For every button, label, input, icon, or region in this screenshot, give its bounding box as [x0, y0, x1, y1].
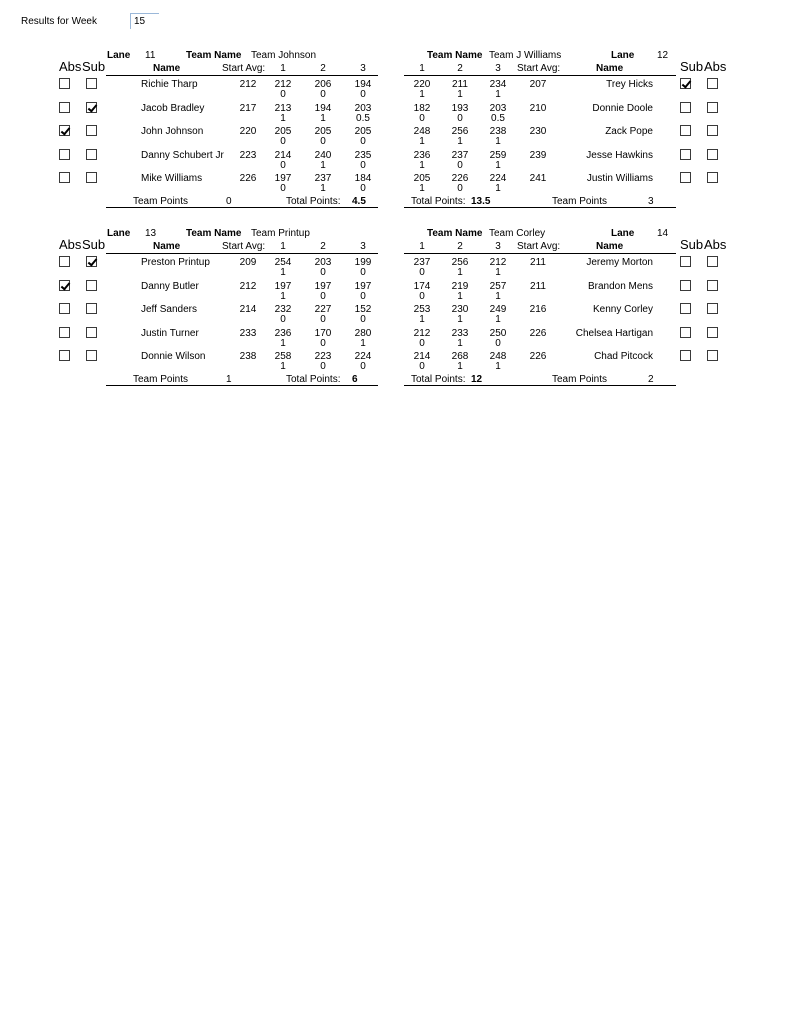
game-score: 230: [451, 304, 469, 315]
game-score: 256: [451, 126, 469, 137]
game-score: 214: [413, 351, 431, 362]
game-score: 182: [413, 103, 431, 114]
game-point: 1: [495, 314, 501, 325]
absent-checkbox[interactable]: [59, 327, 70, 338]
sub-header: Sub: [82, 59, 106, 74]
game-score: 214: [274, 150, 292, 161]
game-point: 1: [320, 113, 326, 124]
game-3-header: 3: [495, 241, 501, 252]
game-score: 224: [489, 173, 507, 184]
player-name: Jeremy Morton: [586, 257, 653, 268]
name-header: Name: [596, 63, 624, 74]
absent-checkbox[interactable]: [707, 350, 718, 361]
player-name: Donnie Wilson: [141, 351, 206, 362]
start-avg-header: Start Avg:: [222, 241, 266, 252]
team-points-value: 0: [226, 196, 232, 207]
lane-label: Lane: [611, 50, 635, 61]
absent-checkbox[interactable]: [707, 256, 718, 267]
game-score: 238: [489, 126, 507, 137]
sub-checkbox[interactable]: [86, 78, 97, 89]
player-start-avg: 207: [529, 79, 547, 90]
game-score: 227: [314, 304, 332, 315]
team-points-label: Team Points: [552, 196, 608, 207]
player-start-avg: 212: [239, 79, 257, 90]
player-name: Jesse Hawkins: [586, 150, 653, 161]
sub-checkbox[interactable]: [680, 125, 691, 136]
player-name: Justin Williams: [586, 173, 653, 184]
game-score: 223: [314, 351, 332, 362]
game-score: 205: [314, 126, 332, 137]
game-point: 0: [419, 338, 425, 349]
game-point: 1: [457, 338, 463, 349]
sub-checkbox[interactable]: [86, 125, 97, 136]
player-name: Zack Pope: [605, 126, 653, 137]
game-point: 0.5: [356, 113, 370, 124]
absent-checkbox[interactable]: [707, 303, 718, 314]
player-start-avg: 211: [530, 281, 546, 292]
lane-label: Lane: [107, 50, 131, 61]
game-point: 1: [495, 183, 501, 194]
game-point: 0: [280, 160, 286, 171]
team-points-label: Team Points: [133, 374, 189, 385]
sub-checkbox[interactable]: [680, 78, 691, 89]
game-1-header: 1: [419, 63, 425, 74]
game-3-header: 3: [360, 63, 366, 74]
game-score: 236: [274, 328, 292, 339]
absent-checkbox[interactable]: [59, 149, 70, 160]
game-3-header: 3: [495, 63, 501, 74]
player-start-avg: 216: [529, 304, 547, 315]
game-score: 253: [413, 304, 431, 315]
game-score: 212: [413, 328, 431, 339]
game-score: 234: [489, 79, 507, 90]
game-score: 194: [354, 79, 372, 90]
game-score: 237: [314, 173, 332, 184]
player-start-avg: 226: [529, 351, 547, 362]
player-name: Justin Turner: [141, 328, 199, 339]
game-score: 220: [413, 79, 431, 90]
absent-checkbox[interactable]: [707, 327, 718, 338]
absent-checkbox[interactable]: [707, 125, 718, 136]
footer-rule: [404, 385, 676, 386]
player-start-avg: 239: [529, 150, 547, 161]
game-score: 256: [451, 257, 469, 268]
game-score: 212: [489, 257, 507, 268]
absent-checkbox[interactable]: [59, 280, 70, 291]
game-score: 205: [274, 126, 292, 137]
sub-header: Sub: [82, 237, 106, 252]
sub-checkbox[interactable]: [680, 102, 691, 113]
game-score: 197: [314, 281, 332, 292]
game-score: 152: [354, 304, 372, 315]
lane-number: 12: [657, 50, 669, 61]
game-point: 0: [457, 160, 463, 171]
name-header: Name: [596, 241, 624, 252]
absent-checkbox[interactable]: [707, 149, 718, 160]
game-1-header: 1: [280, 63, 286, 74]
game-score: 211: [452, 79, 468, 90]
match-block: [0, 50, 789, 230]
total-points-value: 12: [471, 374, 483, 385]
game-point: 0: [320, 291, 326, 302]
game-point: 1: [280, 291, 286, 302]
game-score: 237: [451, 150, 469, 161]
total-points-value: 6: [352, 374, 358, 385]
start-avg-header: Start Avg:: [222, 63, 266, 74]
team-points-value: 2: [648, 374, 654, 385]
player-start-avg: 211: [530, 257, 546, 268]
game-point: 0: [320, 267, 326, 278]
team-name: Team Johnson: [251, 50, 317, 61]
absent-checkbox[interactable]: [59, 78, 70, 89]
player-name: Jacob Bradley: [141, 103, 205, 114]
sub-checkbox[interactable]: [86, 149, 97, 160]
game-point: 0: [495, 338, 501, 349]
game-score: 199: [354, 257, 372, 268]
game-point: 1: [495, 291, 501, 302]
game-point: 0: [360, 89, 366, 100]
game-point: 1: [320, 160, 326, 171]
game-point: 0: [280, 183, 286, 194]
game-point: 0: [320, 89, 326, 100]
abs-header: Abs: [59, 237, 82, 252]
sub-header: Sub: [680, 237, 704, 252]
sub-checkbox[interactable]: [680, 303, 691, 314]
player-start-avg: 241: [529, 173, 547, 184]
team-name-label: Team Name: [427, 228, 483, 239]
player-name: Danny Schubert Jr: [141, 150, 224, 161]
game-score: 193: [451, 103, 469, 114]
game-score: 226: [451, 173, 469, 184]
player-name: Mike Williams: [141, 173, 203, 184]
game-point: 0.5: [491, 113, 505, 124]
game-score: 184: [354, 173, 372, 184]
game-point: 0: [360, 361, 366, 372]
sub-checkbox[interactable]: [680, 327, 691, 338]
game-score: 259: [489, 150, 507, 161]
player-name: Chad Pitcock: [594, 351, 653, 362]
sub-checkbox[interactable]: [86, 102, 97, 113]
sub-checkbox[interactable]: [86, 327, 97, 338]
game-point: 1: [419, 89, 425, 100]
game-score: 205: [354, 126, 372, 137]
game-score: 194: [314, 103, 332, 114]
game-point: 0: [360, 267, 366, 278]
game-point: 1: [419, 136, 425, 147]
game-score: 257: [489, 281, 507, 292]
player-name: John Johnson: [141, 126, 204, 137]
team-name-label: Team Name: [186, 228, 242, 239]
team-name: Team J Williams: [489, 50, 562, 61]
absent-checkbox[interactable]: [707, 102, 718, 113]
game-point: 0: [360, 183, 366, 194]
game-point: 1: [360, 338, 366, 349]
game-score: 205: [413, 173, 431, 184]
game-score: 197: [354, 281, 372, 292]
player-start-avg: 238: [239, 351, 257, 362]
game-score: 219: [451, 281, 469, 292]
game-score: 258: [274, 351, 292, 362]
game-point: 0: [419, 113, 425, 124]
absent-checkbox[interactable]: [707, 280, 718, 291]
sub-checkbox[interactable]: [680, 149, 691, 160]
game-2-header: 2: [320, 63, 326, 74]
game-point: 0: [320, 338, 326, 349]
sub-checkbox[interactable]: [86, 350, 97, 361]
game-point: 0: [419, 267, 425, 278]
player-start-avg: 212: [239, 281, 257, 292]
absent-checkbox[interactable]: [707, 78, 718, 89]
game-1-header: 1: [419, 241, 425, 252]
game-point: 0: [360, 136, 366, 147]
game-point: 1: [419, 160, 425, 171]
team-points-value: 3: [648, 196, 654, 207]
lane-number: 13: [145, 228, 157, 239]
player-start-avg: 226: [529, 328, 547, 339]
absent-checkbox[interactable]: [59, 125, 70, 136]
game-score: 197: [274, 281, 292, 292]
total-points-label: Total Points:: [411, 374, 466, 385]
sub-checkbox[interactable]: [680, 172, 691, 183]
total-points-label: Total Points:: [286, 196, 341, 207]
week-label: Results for Week: [21, 16, 97, 27]
sub-checkbox[interactable]: [680, 256, 691, 267]
absent-checkbox[interactable]: [59, 350, 70, 361]
player-start-avg: 217: [239, 103, 257, 114]
game-score: 212: [274, 79, 292, 90]
game-score: 248: [413, 126, 431, 137]
player-name: Brandon Mens: [587, 281, 653, 292]
absent-checkbox[interactable]: [59, 172, 70, 183]
game-point: 1: [495, 361, 501, 372]
player-name: Donnie Doole: [592, 103, 653, 114]
absent-checkbox[interactable]: [59, 303, 70, 314]
game-point: 1: [280, 113, 286, 124]
sub-checkbox[interactable]: [86, 303, 97, 314]
player-name: Kenny Corley: [592, 304, 653, 315]
game-score: 224: [354, 351, 372, 362]
player-name: Jeff Sanders: [141, 304, 197, 315]
game-point: 1: [495, 89, 501, 100]
game-point: 0: [360, 291, 366, 302]
absent-checkbox[interactable]: [59, 102, 70, 113]
team-name: Team Corley: [489, 228, 546, 239]
total-points-value: 13.5: [471, 196, 491, 207]
game-point: 1: [419, 183, 425, 194]
game-score: 268: [451, 351, 469, 362]
game-point: 1: [320, 183, 326, 194]
name-header: Name: [153, 63, 181, 74]
player-start-avg: 220: [239, 126, 257, 137]
game-point: 0: [457, 183, 463, 194]
sub-checkbox[interactable]: [680, 350, 691, 361]
game-2-header: 2: [457, 241, 463, 252]
game-score: 240: [314, 150, 332, 161]
game-score: 236: [413, 150, 431, 161]
game-point: 1: [280, 338, 286, 349]
absent-checkbox[interactable]: [707, 172, 718, 183]
game-point: 0: [280, 136, 286, 147]
player-name: Trey Hicks: [606, 79, 653, 90]
player-start-avg: 214: [239, 304, 257, 315]
player-start-avg: 226: [239, 173, 257, 184]
game-2-header: 2: [320, 241, 326, 252]
game-point: 0: [320, 361, 326, 372]
player-name: Preston Printup: [141, 257, 210, 268]
player-name: Richie Tharp: [141, 79, 198, 90]
footer-rule: [404, 207, 676, 208]
game-score: 254: [274, 257, 292, 268]
team-name-label: Team Name: [427, 50, 483, 61]
absent-checkbox[interactable]: [59, 256, 70, 267]
game-point: 0: [419, 361, 425, 372]
player-name: Danny Butler: [141, 281, 199, 292]
team-points-value: 1: [226, 374, 232, 385]
footer-rule: [106, 207, 378, 208]
game-score: 203: [354, 103, 372, 114]
game-point: 0: [320, 314, 326, 325]
game-point: 1: [457, 291, 463, 302]
game-point: 1: [457, 267, 463, 278]
name-header: Name: [153, 241, 181, 252]
game-score: 248: [489, 351, 507, 362]
lane-number: 11: [145, 50, 156, 61]
player-start-avg: 223: [239, 150, 257, 161]
sub-checkbox[interactable]: [86, 280, 97, 291]
player-start-avg: 233: [239, 328, 257, 339]
abs-header: Abs: [704, 237, 727, 252]
total-points-value: 4.5: [352, 196, 366, 207]
sub-header: Sub: [680, 59, 704, 74]
team-points-label: Team Points: [133, 196, 189, 207]
sub-checkbox[interactable]: [86, 172, 97, 183]
game-point: 1: [457, 314, 463, 325]
game-point: 1: [457, 136, 463, 147]
game-score: 203: [314, 257, 332, 268]
game-score: 237: [413, 257, 431, 268]
lane-label: Lane: [611, 228, 635, 239]
game-score: 213: [274, 103, 292, 114]
game-score: 197: [274, 173, 292, 184]
week-input[interactable]: 15: [130, 13, 159, 29]
game-point: 0: [457, 113, 463, 124]
total-points-label: Total Points:: [411, 196, 466, 207]
game-score: 249: [489, 304, 507, 315]
total-points-label: Total Points:: [286, 374, 341, 385]
lane-number: 14: [657, 228, 669, 239]
header-rule: [106, 75, 378, 76]
game-point: 0: [419, 291, 425, 302]
match-block: [0, 228, 789, 408]
game-score: 235: [354, 150, 372, 161]
player-start-avg: 210: [529, 103, 547, 114]
game-score: 170: [314, 328, 332, 339]
game-point: 1: [495, 160, 501, 171]
game-point: 1: [280, 361, 286, 372]
game-score: 203: [489, 103, 507, 114]
header-rule: [404, 253, 676, 254]
start-avg-header: Start Avg:: [517, 241, 561, 252]
team-name: Team Printup: [251, 228, 310, 239]
game-point: 1: [495, 267, 501, 278]
lane-label: Lane: [107, 228, 131, 239]
header-rule: [106, 253, 378, 254]
game-point: 0: [320, 136, 326, 147]
game-score: 250: [489, 328, 507, 339]
game-1-header: 1: [280, 241, 286, 252]
game-point: 0: [360, 160, 366, 171]
game-point: 1: [495, 136, 501, 147]
team-points-label: Team Points: [552, 374, 608, 385]
sub-checkbox[interactable]: [680, 280, 691, 291]
game-3-header: 3: [360, 241, 366, 252]
game-point: 1: [280, 267, 286, 278]
start-avg-header: Start Avg:: [517, 63, 561, 74]
player-start-avg: 209: [239, 257, 257, 268]
abs-header: Abs: [704, 59, 727, 74]
abs-header: Abs: [59, 59, 82, 74]
game-score: 206: [314, 79, 332, 90]
game-score: 280: [354, 328, 372, 339]
game-point: 1: [457, 361, 463, 372]
game-score: 174: [413, 281, 431, 292]
game-point: 0: [280, 89, 286, 100]
game-point: 1: [457, 89, 463, 100]
game-point: 0: [280, 314, 286, 325]
game-score: 233: [451, 328, 469, 339]
sub-checkbox[interactable]: [86, 256, 97, 267]
player-name: Chelsea Hartigan: [575, 328, 653, 339]
game-2-header: 2: [457, 63, 463, 74]
team-name-label: Team Name: [186, 50, 242, 61]
footer-rule: [106, 385, 378, 386]
player-start-avg: 230: [529, 126, 547, 137]
game-point: 1: [419, 314, 425, 325]
game-score: 232: [274, 304, 292, 315]
game-point: 0: [360, 314, 366, 325]
header-rule: [404, 75, 676, 76]
